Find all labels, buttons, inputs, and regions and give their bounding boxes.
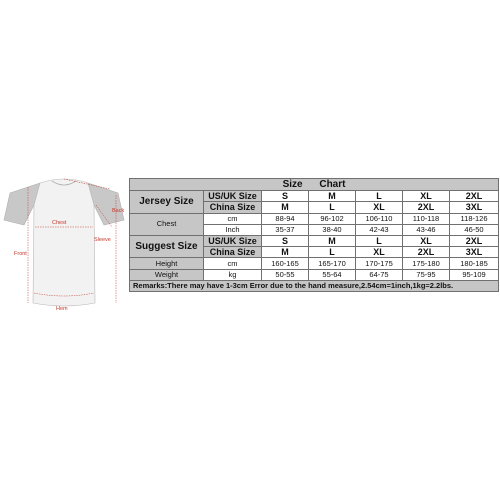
china-size-cell: M: [262, 202, 309, 213]
height-cell: 180-185: [450, 258, 499, 269]
height-label: Height: [130, 258, 204, 269]
suggest-china-cell: L: [309, 247, 356, 258]
us-uk-size-label: US/UK Size: [204, 191, 262, 202]
jersey-body-shape: [33, 179, 95, 306]
suggest-size-label: Suggest Size: [130, 235, 204, 257]
chest-inch-cell: 38-40: [309, 224, 356, 235]
hem-label: Hem: [56, 306, 68, 312]
suggest-us-uk-cell: 2XL: [450, 235, 499, 246]
us-uk-size-row: [130, 191, 499, 202]
suggest-china-cell: 3XL: [450, 247, 499, 258]
suggest-china-cell: 2XL: [403, 247, 450, 258]
us-uk-size-cell: 2XL: [450, 191, 499, 202]
remarks-row: [130, 280, 499, 291]
suggest-china-cell: M: [262, 247, 309, 258]
front-label: Front: [14, 251, 27, 257]
chest-cm-cell: 88-94: [262, 213, 309, 224]
weight-unit: kg: [204, 269, 262, 280]
us-uk-size-cell: XL: [403, 191, 450, 202]
remarks-text: Remarks:There may have 1-3cm Error due to the hand measure,2.54cm=1inch,1kg=2.2lbs.: [130, 280, 499, 291]
weight-cell: 75-95: [403, 269, 450, 280]
chest-cm-cell: 110-118: [403, 213, 450, 224]
chest-cm-unit: cm: [204, 213, 262, 224]
suggest-us-uk-cell: XL: [403, 235, 450, 246]
weight-label: Weight: [130, 269, 204, 280]
height-unit: cm: [204, 258, 262, 269]
jersey-outline-icon: [0, 175, 128, 325]
size-chart-table: [129, 178, 499, 292]
suggest-us-uk-cell: L: [356, 235, 403, 246]
china-size-cell: 3XL: [450, 202, 499, 213]
weight-cell: 95-109: [450, 269, 499, 280]
us-uk-size-cell: M: [309, 191, 356, 202]
title-row: [130, 179, 499, 191]
us-uk-size-cell: L: [356, 191, 403, 202]
suggest-us-uk-row: [130, 235, 499, 246]
weight-cell: 50-55: [262, 269, 309, 280]
height-cell: 170-175: [356, 258, 403, 269]
suggest-china-label: China Size: [204, 247, 262, 258]
chest-cm-cell: 96-102: [309, 213, 356, 224]
chest-inch-cell: 35-37: [262, 224, 309, 235]
us-uk-size-cell: S: [262, 191, 309, 202]
sleeve-label: Sleeve: [94, 237, 111, 243]
height-row: [130, 258, 499, 269]
suggest-us-uk-cell: S: [262, 235, 309, 246]
weight-cell: 55-64: [309, 269, 356, 280]
weight-cell: 64-75: [356, 269, 403, 280]
height-cell: 165-170: [309, 258, 356, 269]
china-size-cell: L: [309, 202, 356, 213]
china-size-cell: XL: [356, 202, 403, 213]
suggest-us-uk-cell: M: [309, 235, 356, 246]
china-size-label: China Size: [204, 202, 262, 213]
chest-label: Chest: [52, 220, 67, 226]
chest-inch-cell: 42-43: [356, 224, 403, 235]
suggest-china-cell: XL: [356, 247, 403, 258]
chest-cm-cell: 106-110: [356, 213, 403, 224]
suggest-us-uk-label: US/UK Size: [204, 235, 262, 246]
jersey-size-label: Jersey Size: [130, 191, 204, 213]
back-label: Back: [112, 208, 125, 214]
chest-inch-cell: 46-50: [450, 224, 499, 235]
chest-cm-row: [130, 213, 499, 224]
size-chart-title: Size Chart: [130, 179, 499, 191]
chest-inch-cell: 43-46: [403, 224, 450, 235]
jersey-measurement-figure: [0, 175, 128, 325]
height-cell: 160-165: [262, 258, 309, 269]
weight-row: [130, 269, 499, 280]
height-cell: 175-180: [403, 258, 450, 269]
chest-label: Chest: [130, 213, 204, 235]
chest-inch-unit: Inch: [204, 224, 262, 235]
chest-cm-cell: 118-126: [450, 213, 499, 224]
china-size-cell: 2XL: [403, 202, 450, 213]
